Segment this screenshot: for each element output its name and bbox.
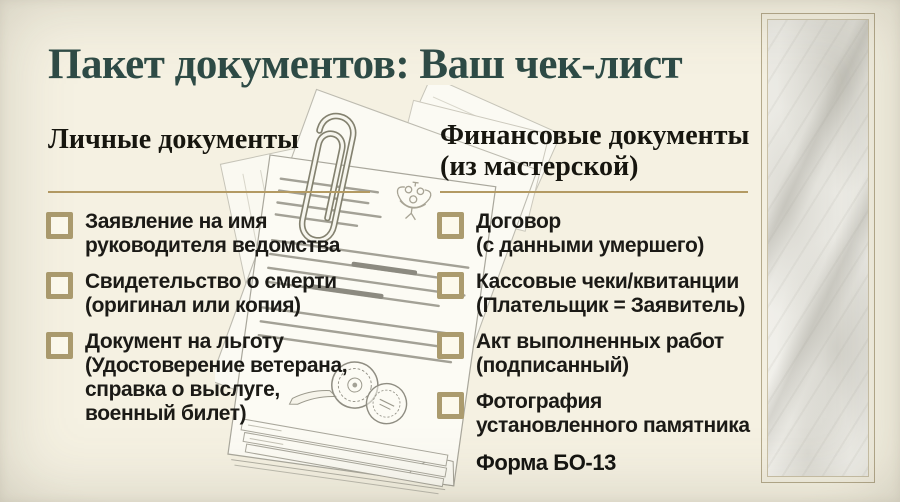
checkbox-icon[interactable] (46, 272, 73, 299)
checklist-item (46, 270, 347, 318)
checkbox-icon[interactable] (46, 332, 73, 359)
checklist-item (437, 270, 750, 318)
left-column-divider (48, 191, 370, 193)
right-column-header (440, 120, 749, 182)
checkbox-icon[interactable] (437, 392, 464, 419)
checkbox-icon[interactable] (437, 272, 464, 299)
right-header-line1: Финансовые документы (440, 120, 750, 151)
right-column-divider (440, 191, 748, 193)
form-footnote: Форма БО-13 (476, 450, 617, 475)
item-line: военный билет) (85, 402, 247, 425)
item-line: Договор (476, 210, 561, 233)
marble-panel (767, 19, 869, 477)
item-line: (Удостоверение ветерана, (85, 354, 348, 377)
right-column (437, 210, 750, 476)
checklist-item (437, 210, 750, 258)
checklist-item (46, 330, 347, 426)
item-line: Заявление на имя (85, 210, 268, 233)
left-column-header (48, 124, 299, 155)
item-line: (с данными умершего) (476, 234, 705, 257)
checklist-item (46, 210, 347, 258)
item-line: Кассовые чеки/квитанции (476, 270, 739, 293)
left-column (46, 210, 347, 438)
checkbox-icon[interactable] (46, 212, 73, 239)
checklist-item (437, 390, 750, 438)
item-line: установленного памятника (476, 414, 750, 437)
item-line: справка о выслуге, (85, 378, 280, 401)
item-line: Акт выполненных работ (476, 330, 724, 353)
page-title: Пакет документов: Ваш чек-лист (48, 41, 683, 88)
left-header-text: Личные документы (48, 124, 299, 155)
checkbox-icon[interactable] (437, 332, 464, 359)
checklist-item (437, 330, 750, 378)
item-line: Фотография (476, 390, 602, 413)
item-line: руководителя ведомства (85, 234, 341, 257)
item-line: (оригинал или копия) (85, 294, 301, 317)
item-line: Документ на льготу (85, 330, 284, 353)
marble-panel-frame (761, 13, 875, 483)
checkbox-icon[interactable] (437, 212, 464, 239)
item-line: (подписанный) (476, 354, 629, 377)
item-line: Свидетельство о смерти (85, 270, 337, 293)
item-line: (Плательщик = Заявитель) (476, 294, 745, 317)
right-header-line2: (из мастерской) (440, 151, 639, 182)
